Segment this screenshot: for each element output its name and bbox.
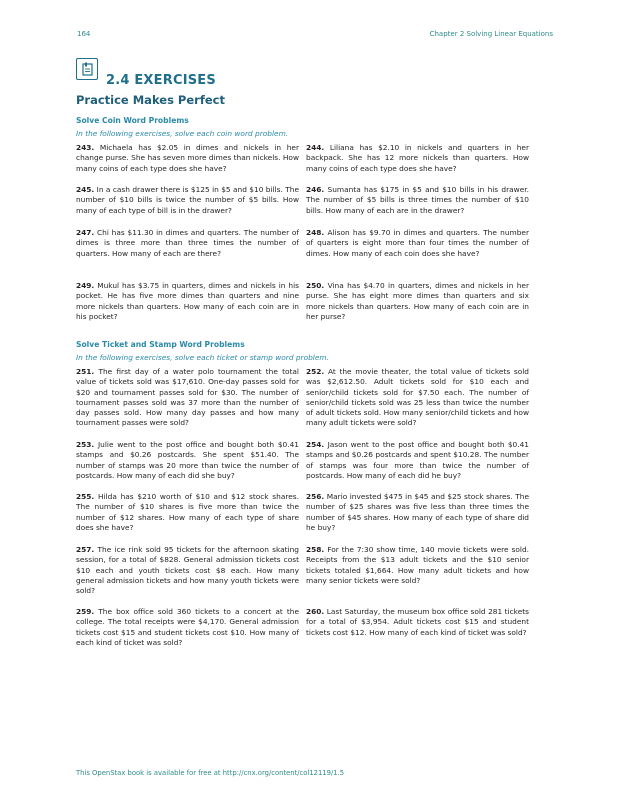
exercise-number: 243. <box>76 143 95 152</box>
ticket-intro: In the following exercises, solve each ticket or stamp word problem. <box>76 353 329 362</box>
exercise-text: Jason went to the post office and bought both $0.41 stamps and $0.26 postcards and spent $10.28. The number of stamps was four more than twice the number of postcards. How many of each did he buy? <box>306 440 529 480</box>
coin-heading: Solve Coin Word Problems <box>76 116 189 125</box>
exercise-badge <box>76 58 98 80</box>
exercise-number: 244. <box>306 143 325 152</box>
exercise-text: Alison has $9.70 in dimes and quarters. The number of quarters is eight more than four times the number of dimes. How many of each coin does she have? <box>306 228 529 258</box>
exercise-text: Mukul has $3.75 in quarters, dimes and nickels in his pocket. He has five more dimes than quarters and nine more nickels than quarters. How many of each coin are in his pocket? <box>76 281 299 321</box>
exercise-number: 251. <box>76 367 95 376</box>
exercise-255 <box>76 492 299 533</box>
footer-availability: This OpenStax book is available for free at http://cnx.org/content/col12119/1.5 <box>76 769 345 777</box>
exercise-number: 256. <box>306 492 325 501</box>
exercise-number: 253. <box>76 440 95 449</box>
coin-intro: In the following exercises, solve each coin word problem. <box>76 129 289 138</box>
exercise-254 <box>306 440 529 481</box>
ticket-heading: Solve Ticket and Stamp Word Problems <box>76 340 245 349</box>
exercise-number: 248. <box>306 228 325 237</box>
exercise-text: Vina has $4.70 in quarters, dimes and nickels in her purse. She has eight more dimes than quarters and six more nickels than quarters. How many of each coin are in her purse? <box>306 281 529 321</box>
exercise-text: The first day of a water polo tournament the total value of tickets sold was $17,610. One-day passes sold for $20 and tournament passes sold for $30. The number of tournament passes sold was 37 more than the number of day passes sold. How many day passes and how many tournament passes were sold? <box>76 367 299 428</box>
exercise-text: Liliana has $2.10 in nickels and quarters in her backpack. She has 12 more nickels than quarters. How many coins of each type does she have? <box>306 143 529 173</box>
exercise-252 <box>306 367 529 429</box>
exercise-number: 257. <box>76 545 95 554</box>
exercise-text: Julie went to the post office and bought both $0.41 stamps and $0.26 postcards. She spent $51.40. The number of stamps was 20 more than twice the number of postcards. How many of each did she buy? <box>76 440 299 480</box>
exercise-249 <box>76 281 299 322</box>
exercise-number: 252. <box>306 367 325 376</box>
page-number: 164 <box>77 30 91 38</box>
exercise-number: 250. <box>306 281 325 290</box>
exercise-258 <box>306 545 529 586</box>
exercise-text: The ice rink sold 95 tickets for the afternoon skating session, for a total of $828. General admission tickets cost $10 each and youth tickets cost $8 each. How many general admission tickets and how many youth tickets were sold? <box>76 545 299 596</box>
exercise-260 <box>306 607 529 638</box>
exercise-text: At the movie theater, the total value of tickets sold was $2,612.50. Adult tickets sold for $10 each and senior/child tickets sold for $7.50 each. The number of senior/child tickets sold was 25 less than twice the number of adult tickets sold. How many senior/child tickets and how many adult tickets were sold? <box>306 367 529 428</box>
exercise-text: For the 7:30 show time, 140 movie tickets were sold. Receipts from the $13 adult tickets and the $10 senior tickets totaled $1,664. How many adult tickets and how many senior tickets were sold? <box>306 545 529 585</box>
exercise-text: Hilda has $210 worth of $10 and $12 stock shares. The number of $10 shares is five more than twice the number of $12 shares. How many of each type of share does she have? <box>76 492 299 532</box>
exercise-244 <box>306 143 529 174</box>
exercise-text: Chi has $11.30 in dimes and quarters. The number of dimes is three more than three times the number of quarters. How many of each are there? <box>76 228 299 258</box>
exercise-text: Sumanta has $175 in $5 and $10 bills in his drawer. The number of $5 bills is three times the number of $10 bills. How many of each are in the drawer? <box>306 185 529 215</box>
chapter-title: Chapter 2 Solving Linear Equations <box>429 30 553 38</box>
section-title: 2.4 EXERCISES <box>106 73 216 88</box>
exercise-number: 246. <box>306 185 325 194</box>
exercise-247 <box>76 228 299 259</box>
notebook-pencil-icon <box>82 62 94 77</box>
exercise-250 <box>306 281 529 322</box>
exercise-257 <box>76 545 299 596</box>
exercise-number: 245. <box>76 185 95 194</box>
exercise-text: The box office sold 360 tickets to a concert at the college. The total receipts were $4,170. General admission tickets cost $15 and student tickets cost $10. How many of each kind of ticket was sold? <box>76 607 299 647</box>
exercise-number: 254. <box>306 440 325 449</box>
exercise-251 <box>76 367 299 429</box>
exercise-243 <box>76 143 299 174</box>
exercise-259 <box>76 607 299 648</box>
exercise-245 <box>76 185 299 216</box>
exercise-number: 249. <box>76 281 95 290</box>
exercise-number: 258. <box>306 545 325 554</box>
exercise-text: In a cash drawer there is $125 in $5 and $10 bills. The number of $10 bills is twice the number of $5 bills. How many of each type of bill is in the drawer? <box>76 185 299 215</box>
exercise-253 <box>76 440 299 481</box>
exercise-246 <box>306 185 529 216</box>
exercise-text: Last Saturday, the museum box office sold 281 tickets for a total of $3,954. Adult tickets cost $15 and student tickets cost $12. How many of each kind of ticket was sold? <box>306 607 529 637</box>
exercise-256 <box>306 492 529 533</box>
exercise-text: Mario invested $475 in $45 and $25 stock shares. The number of $25 shares was five less than three times the number of $45 shares. How many of each type of share did he buy? <box>306 492 529 532</box>
exercise-number: 259. <box>76 607 95 616</box>
exercise-248 <box>306 228 529 259</box>
exercise-number: 260. <box>306 607 325 616</box>
exercise-text: Michaela has $2.05 in dimes and nickels in her change purse. She has seven more dimes than nickels. How many coins of each type does she have? <box>76 143 299 173</box>
section-subtitle: Practice Makes Perfect <box>76 93 225 107</box>
exercise-number: 247. <box>76 228 95 237</box>
exercise-number: 255. <box>76 492 95 501</box>
